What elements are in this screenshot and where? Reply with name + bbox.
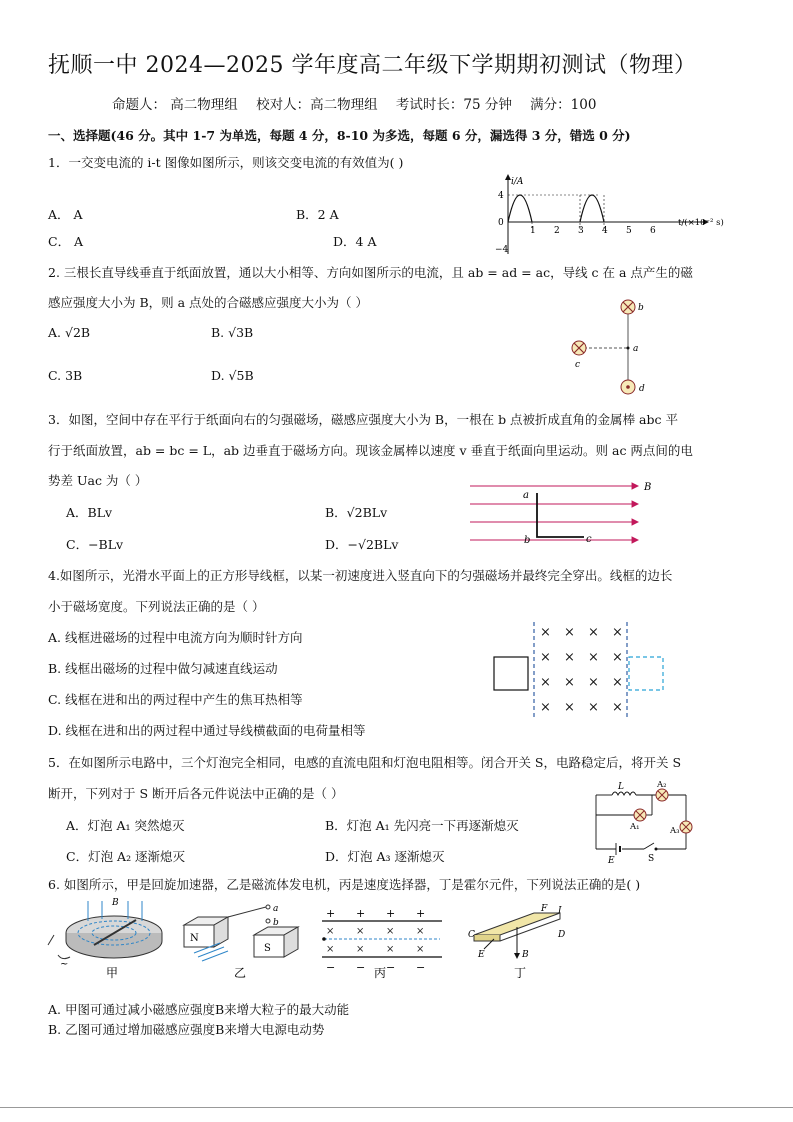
q6-tilde: ~ [60, 959, 69, 970]
q6-option-a: A. 甲图可通过减小磁感应强度B来增大粒子的最大动能 [48, 1002, 350, 1017]
svg-text:×: × [386, 926, 395, 937]
svg-text:×: × [386, 944, 395, 955]
q1-xtick-1: 1 [530, 226, 536, 236]
q5-stem-line1: 5．在如图所示电路中，三个灯泡完全相同，电感的直流电阻和灯泡电阻相等。闭合开关 S，电路稳定后，将开关 S [48, 755, 682, 770]
q4-cross: × [540, 650, 551, 665]
q1-it-graph [488, 172, 728, 262]
q6-label-a: a [273, 904, 279, 914]
q6-stem: 6. 如图所示，甲是回旋加速器，乙是磁流体发电机，丙是速度选择器，丁是霍尔元件，下列说法正确的是( ) [48, 877, 641, 892]
q6-figures [44, 895, 604, 985]
q5-label-A3: A₃ [670, 826, 680, 836]
q4-cross: × [540, 675, 551, 690]
duration: 考试时长：75 分钟 [395, 97, 512, 113]
q1-xtick-6: 6 [650, 226, 656, 236]
q5-label-A1: A₁ [630, 822, 640, 832]
q2-option-d: D. √5B [211, 368, 254, 383]
q2-stem-line1: 2. 三根长直导线垂直于纸面放置，通以大小相等、方向如图所示的电流，且 ab = ad = ac，导线 c 在 a 点产生的磁 [48, 265, 693, 280]
svg-text:×: × [326, 926, 335, 937]
q4-cross: × [540, 700, 551, 715]
q6-minus: − [386, 961, 396, 974]
q6-plus: + [326, 907, 336, 920]
q4-option-c: C. 线框在进和出的两过程中产生的焦耳热相等 [48, 692, 303, 707]
q6-label-B1: B [112, 898, 119, 908]
q3-option-b: B．√2BLv [325, 505, 388, 520]
q3-stem-line2: 行于纸面放置，ab = bc = L，ab 边垂直于磁场方向。现该金属棒以速度 v 垂直于纸面向里运动。则 ac 两点间的电 [48, 443, 693, 458]
exam-meta [112, 93, 610, 113]
q5-option-b: B．灯泡 A₁ 先闪亮一下再逐渐熄灭 [325, 818, 519, 833]
q1-option-b: B．2 A [296, 207, 339, 222]
q3-label-a: a [523, 490, 529, 501]
q3-label-c: c [586, 534, 592, 545]
q4-square-frame [494, 657, 528, 690]
q3-field-diagram [466, 476, 666, 551]
q4-cross: × [612, 625, 623, 640]
q5-option-d: D．灯泡 A₃ 逐渐熄灭 [325, 849, 445, 864]
q6-plus: + [386, 907, 396, 920]
velocity-selector-figure [322, 907, 442, 980]
q3-stem-line1: 3．如图，空间中存在平行于纸面向右的匀强磁场，磁感应强度大小为 B，一根在 b 点被折成直角的金属棒 abc 平 [48, 412, 678, 427]
q6-label-N: N [190, 933, 199, 944]
q1-option-d: D．4 A [333, 234, 377, 249]
q2-option-a: A. √2B [48, 325, 91, 340]
q4-cross: × [564, 700, 575, 715]
q4-cross: × [564, 675, 575, 690]
q4-stem-line1: 4.如图所示，光滑水平面上的正方形导线框，以某一初速度进入竖直向下的匀强磁场并最终完全穿出。线框的边长 [48, 568, 673, 583]
q4-option-a: A. 线框进磁场的过程中电流方向为顺时针方向 [48, 630, 303, 645]
page-title: 抚顺一中 2024—2025 学年度高二年级下学期期初测试（物理） [48, 53, 697, 78]
svg-text:×: × [326, 944, 335, 955]
q5-option-a: A．灯泡 A₁ 突然熄灭 [66, 818, 185, 833]
q4-stem-line2: 小于磁场宽度。下列说法正确的是（ ） [48, 599, 265, 614]
q6-label-F: F [541, 904, 548, 914]
q1-stem: 1．一交变电流的 i-t 图像如图所示，则该交变电流的有效值为( ) [48, 155, 404, 170]
svg-text:×: × [416, 926, 425, 937]
q2-option-b: B. √3B [211, 325, 254, 340]
q6-plus: + [356, 907, 366, 920]
q3-label-b: b [524, 535, 531, 546]
q5-option-c: C．灯泡 A₂ 逐渐熄灭 [66, 849, 186, 864]
q6-label-b: b [273, 918, 279, 928]
q6-label-B2: B [522, 950, 529, 960]
svg-text:×: × [356, 944, 365, 955]
proofreader: 校对人：高二物理组 [256, 97, 378, 113]
q6-caption-yi: 乙 [234, 966, 247, 980]
cyclotron-figure [48, 898, 162, 980]
svg-text:×: × [356, 926, 365, 937]
setter: 命题人： 高二物理组 [112, 97, 238, 113]
q4-cross: × [564, 650, 575, 665]
q1-xtick-5: 5 [626, 226, 632, 236]
q4-square-frame-exit [629, 657, 663, 690]
q1-xtick-4: 4 [602, 226, 608, 236]
q5-label-L: L [618, 782, 624, 792]
q4-option-d: D. 线框在进和出的两过程中通过导线横截面的电荷量相等 [48, 723, 366, 738]
page-bottom-rule [0, 1107, 793, 1108]
q2-wire-diagram [565, 292, 665, 402]
q4-cross: × [612, 650, 623, 665]
q6-label-E: E [478, 950, 485, 960]
q1-option-c: C． A [48, 234, 84, 249]
q6-minus: − [416, 961, 426, 974]
q1-ytick-0: 0 [498, 218, 504, 228]
q3-option-c: C．−BLv [66, 537, 124, 552]
q6-label-I: I [558, 906, 562, 916]
q1-ytick-neg4: −4 [495, 245, 509, 255]
q6-label-C: C [468, 930, 475, 940]
q4-option-b: B. 线框出磁场的过程中做匀减速直线运动 [48, 661, 278, 676]
q4-cross: × [612, 700, 623, 715]
q5-stem-line2: 断开，下列对于 S 断开后各元件说法中正确的是（ ） [48, 786, 344, 801]
q4-cross: × [564, 625, 575, 640]
full-score: 满分：100 [530, 97, 597, 113]
q1-xlabel: t/(×10⁻² s) [678, 218, 724, 228]
q1-option-a: A． A [48, 207, 83, 222]
q2-label-a: a [633, 344, 639, 354]
hall-element-figure [468, 904, 565, 980]
q4-cross: × [588, 650, 599, 665]
q2-option-c: C. 3B [48, 368, 83, 383]
q6-label-S: S [264, 943, 271, 954]
q1-ylabel: i/A [511, 177, 524, 187]
q4-field-diagram [490, 620, 680, 722]
svg-text:×: × [416, 944, 425, 955]
q6-plus: + [416, 907, 426, 920]
q5-circuit [590, 775, 700, 865]
q3-option-d: D．−√2BLv [325, 537, 399, 552]
q5-label-S: S [648, 854, 655, 864]
q6-caption-ding: 丁 [514, 966, 527, 980]
q4-cross: × [588, 675, 599, 690]
q3-label-B: B [644, 482, 652, 493]
q6-minus: − [326, 961, 336, 974]
q1-xtick-3: 3 [578, 226, 584, 236]
q2-label-d: d [639, 384, 645, 394]
q5-label-E: E [608, 856, 615, 865]
q2-label-b: b [638, 303, 644, 313]
mhd-generator-figure [184, 904, 298, 980]
q2-label-c: c [575, 360, 581, 370]
q1-ytick-4: 4 [498, 191, 504, 201]
q2-stem-line2: 感应强度大小为 B，则 a 点处的合磁感应强度大小为（ ） [48, 295, 369, 310]
q1-xtick-2: 2 [554, 226, 560, 236]
q6-caption-jia: 甲 [106, 966, 119, 980]
q6-caption-bing: 丙 [374, 966, 387, 980]
q6-label-D: D [558, 930, 566, 940]
q3-stem-line3: 势差 Uac 为（ ） [48, 473, 148, 488]
q4-cross: × [612, 675, 623, 690]
q6-minus: − [356, 961, 366, 974]
q4-cross: × [588, 625, 599, 640]
section-heading: 一、选择题(46 分。其中 1-7 为单选，每题 4 分，8-10 为多选，每题 6 分，漏选得 3 分，错选 0 分) [48, 128, 631, 143]
q4-cross: × [540, 625, 551, 640]
q4-cross: × [588, 700, 599, 715]
q3-option-a: A．BLv [66, 505, 113, 520]
q5-label-A2: A₂ [657, 780, 667, 790]
q6-option-b: B. 乙图可通过增加磁感应强度B来增大电源电动势 [48, 1022, 325, 1037]
